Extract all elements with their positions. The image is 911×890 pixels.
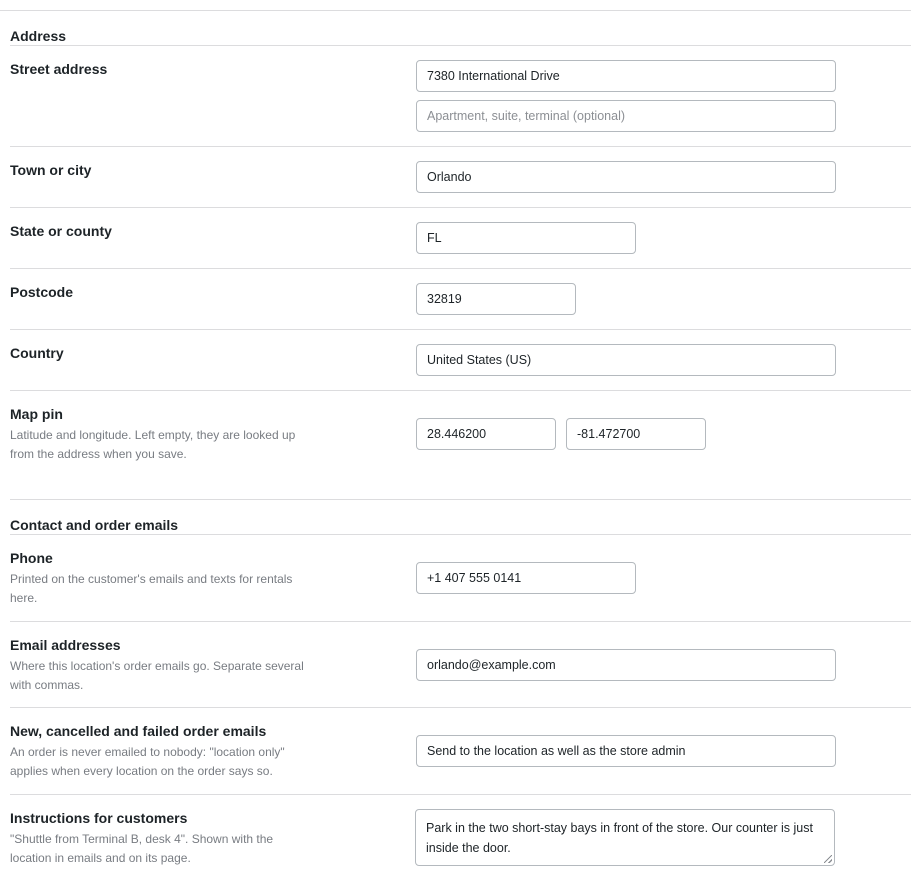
contact-section-title: Contact and order emails [10, 517, 179, 533]
postcode-label: Postcode [10, 284, 74, 300]
order-emails-select[interactable]: Send to the location as well as the store admin [416, 735, 836, 767]
divider [10, 534, 911, 535]
postcode-input[interactable]: 32819 [416, 283, 576, 315]
phone-description: Printed on the customer's emails and texts for rentals here. [10, 572, 293, 605]
state-or-county-label: State or county [10, 223, 112, 239]
email-addresses-description: Where this location's order emails go. Separate several with commas. [10, 659, 304, 692]
country-select[interactable]: United States (US) [416, 344, 836, 376]
street-address-line2-input[interactable]: Apartment, suite, terminal (optional) [416, 100, 836, 132]
instructions-text: Park in the two short-stay bays in front of the store. Our counter is just inside the door. [426, 821, 813, 855]
state-or-county-input[interactable]: FL [416, 222, 636, 254]
street-address-label: Street address [10, 61, 108, 77]
divider [10, 794, 911, 795]
divider [10, 390, 911, 391]
latitude-input[interactable]: 28.446200 [416, 418, 556, 450]
longitude-input[interactable]: -81.472700 [566, 418, 706, 450]
divider [10, 268, 911, 269]
resize-handle-icon[interactable] [824, 855, 832, 863]
map-pin-description: Latitude and longitude. Left empty, they are looked up from the address when you save. [10, 428, 296, 461]
divider [10, 45, 911, 46]
instructions-label: Instructions for customers [10, 810, 188, 826]
address-section-title: Address [10, 28, 67, 44]
divider [10, 207, 911, 208]
map-pin-label: Map pin [10, 406, 63, 422]
divider [10, 707, 911, 708]
divider [10, 146, 911, 147]
divider [10, 329, 911, 330]
order-emails-description: An order is never emailed to nobody: "location only" applies when every location on the order says so. [10, 745, 285, 778]
town-or-city-input[interactable]: Orlando [416, 161, 836, 193]
instructions-textarea[interactable] [415, 809, 835, 866]
country-label: Country [10, 345, 64, 361]
instructions-description: "Shuttle from Terminal B, desk 4". Shown with the location in emails and on its page. [10, 832, 274, 865]
top-divider [0, 10, 911, 11]
email-addresses-label: Email addresses [10, 637, 121, 653]
email-addresses-input[interactable]: orlando@example.com [416, 649, 836, 681]
divider [10, 621, 911, 622]
street-address-line1-input[interactable]: 7380 International Drive [416, 60, 836, 92]
phone-label: Phone [10, 550, 53, 566]
divider [10, 499, 911, 500]
phone-input[interactable]: +1 407 555 0141 [416, 562, 636, 594]
order-emails-label: New, cancelled and failed order emails [10, 723, 267, 739]
town-or-city-label: Town or city [10, 162, 92, 178]
